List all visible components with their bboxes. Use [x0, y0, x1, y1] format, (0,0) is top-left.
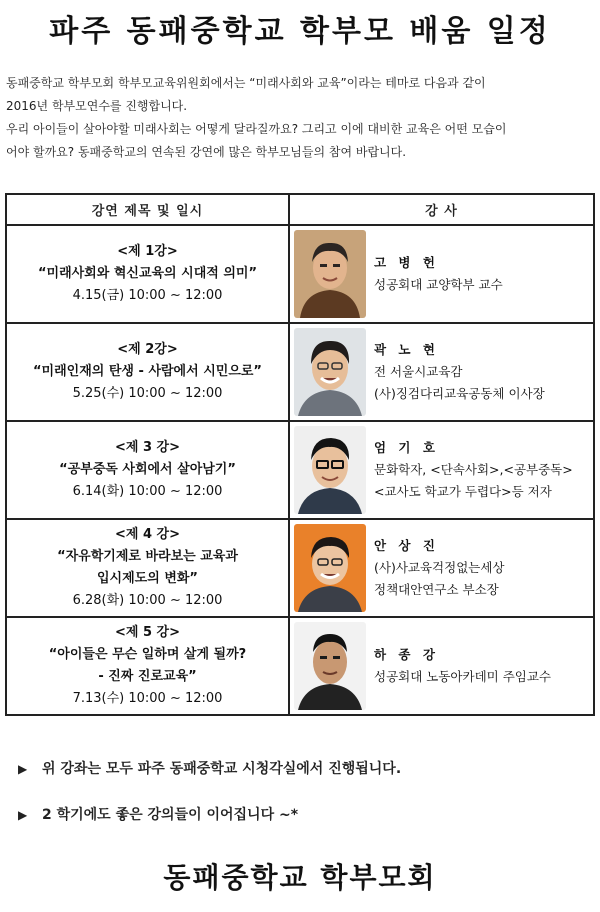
- lecture-schedule-table: [5, 193, 595, 716]
- table-header-row: [6, 194, 594, 225]
- speaker-cell: [289, 323, 594, 421]
- table-row: [6, 323, 594, 421]
- lecture-title: “미래인재의 탄생 - 사람에서 시민으로”: [33, 364, 262, 379]
- intro-text: [6, 72, 594, 164]
- intro-line: 우리 아이들이 살아야할 미래사회는 어떻게 달라질까요? 그리고 이에 대비한 교육은 어떤 모습이: [6, 122, 507, 136]
- speaker-info-line: <교사도 학교가 두렵다>등 저자: [374, 484, 552, 499]
- intro-line: 2016년 학부모연수를 진행합니다.: [6, 99, 188, 113]
- lecture-number: <제 1강>: [117, 244, 178, 259]
- speaker-info-line: 성공회대 교양학부 교수: [374, 277, 503, 292]
- speaker-cell: [289, 225, 594, 323]
- lecture-info-cell: [6, 519, 289, 617]
- lecture-datetime: 7.13(수) 10:00 ~ 12:00: [72, 691, 223, 706]
- lecture-title: “자유학기제로 바라보는 교육과: [57, 549, 238, 564]
- speaker-info-line: 전 서울시교육감: [374, 364, 463, 379]
- header-lecture-title: 강연 제목 및 일시: [6, 194, 289, 225]
- lecture-number: <제 4 강>: [115, 527, 180, 542]
- lecture-datetime: 6.28(화) 10:00 ~ 12:00: [72, 593, 223, 608]
- note-second-semester: [18, 804, 298, 824]
- lecture-title: “아이들은 무슨 일하며 살게 될까?: [48, 647, 247, 662]
- triangle-bullet-icon: ▶: [18, 762, 28, 776]
- lecture-info-cell: [6, 421, 289, 519]
- lecture-info-cell: [6, 323, 289, 421]
- lecture-title: “미래사회와 혁신교육의 시대적 의미”: [37, 266, 258, 281]
- speaker-photo: [294, 230, 366, 318]
- triangle-bullet-icon: ▶: [18, 808, 28, 822]
- footer-organizer: 동패중학교 학부모회: [163, 861, 437, 894]
- lecture-datetime: 4.15(금) 10:00 ~ 12:00: [72, 288, 223, 303]
- speaker-info-line: 문화학자, <단속사회>,<공부중독>: [374, 462, 573, 477]
- speaker-cell: [289, 421, 594, 519]
- lecture-info-cell: [6, 225, 289, 323]
- speaker-name: 곽 노 현: [374, 342, 439, 357]
- speaker-info-line: (사)징검다리교육공동체 이사장: [374, 386, 545, 401]
- speaker-name: 하 종 강: [374, 647, 439, 662]
- speaker-photo: [294, 426, 366, 514]
- lecture-title: “공부중독 사회에서 살아남기”: [59, 462, 236, 477]
- lecture-datetime: 6.14(화) 10:00 ~ 12:00: [72, 484, 223, 499]
- speaker-info-line: 성공회대 노동아카데미 주임교수: [374, 669, 551, 684]
- speaker-details: [374, 324, 545, 420]
- speaker-photo: [294, 328, 366, 416]
- speaker-details: [374, 422, 573, 518]
- note-text: 위 강좌는 모두 파주 동패중학교 시청각실에서 진행됩니다.: [42, 761, 402, 777]
- speaker-cell: [289, 519, 594, 617]
- speaker-details: [374, 226, 503, 322]
- page-title: 파주 동패중학교 학부모 배움 일정: [49, 14, 551, 49]
- speaker-photo: [294, 524, 366, 612]
- table-row: [6, 519, 594, 617]
- speaker-details: [374, 618, 551, 714]
- table-row: [6, 421, 594, 519]
- note-venue: [18, 758, 401, 778]
- lecture-title: - 진짜 진로교육”: [98, 669, 197, 684]
- header-speaker: 강 사: [289, 194, 594, 225]
- intro-line: 어야 할까요? 동패중학교의 연속된 강연에 많은 학부모님들의 참여 바랍니다.: [6, 145, 407, 159]
- speaker-details: [374, 520, 505, 616]
- lecture-number: <제 2강>: [117, 342, 178, 357]
- table-row: [6, 617, 594, 715]
- speaker-name: 고 병 헌: [374, 255, 439, 270]
- speaker-photo: [294, 622, 366, 710]
- lecture-datetime: 5.25(수) 10:00 ~ 12:00: [72, 386, 223, 401]
- speaker-name: 안 상 진: [374, 538, 439, 553]
- lecture-number: <제 5 강>: [115, 625, 180, 640]
- lecture-info-cell: [6, 617, 289, 715]
- table-row: [6, 225, 594, 323]
- speaker-info-line: (사)사교육걱정없는세상: [374, 560, 505, 575]
- speaker-info-line: 정책대안연구소 부소장: [374, 582, 499, 597]
- speaker-cell: [289, 617, 594, 715]
- lecture-number: <제 3 강>: [115, 440, 180, 455]
- note-text: 2 학기에도 좋은 강의들이 이어집니다 ~*: [42, 807, 299, 823]
- intro-line: 동패중학교 학부모회 학부모교육위원회에서는 “미래사회와 교육”이라는 테마로 다음과 같이: [6, 76, 486, 90]
- lecture-title: 입시제도의 변화”: [97, 571, 198, 586]
- speaker-name: 엄 기 호: [374, 440, 439, 455]
